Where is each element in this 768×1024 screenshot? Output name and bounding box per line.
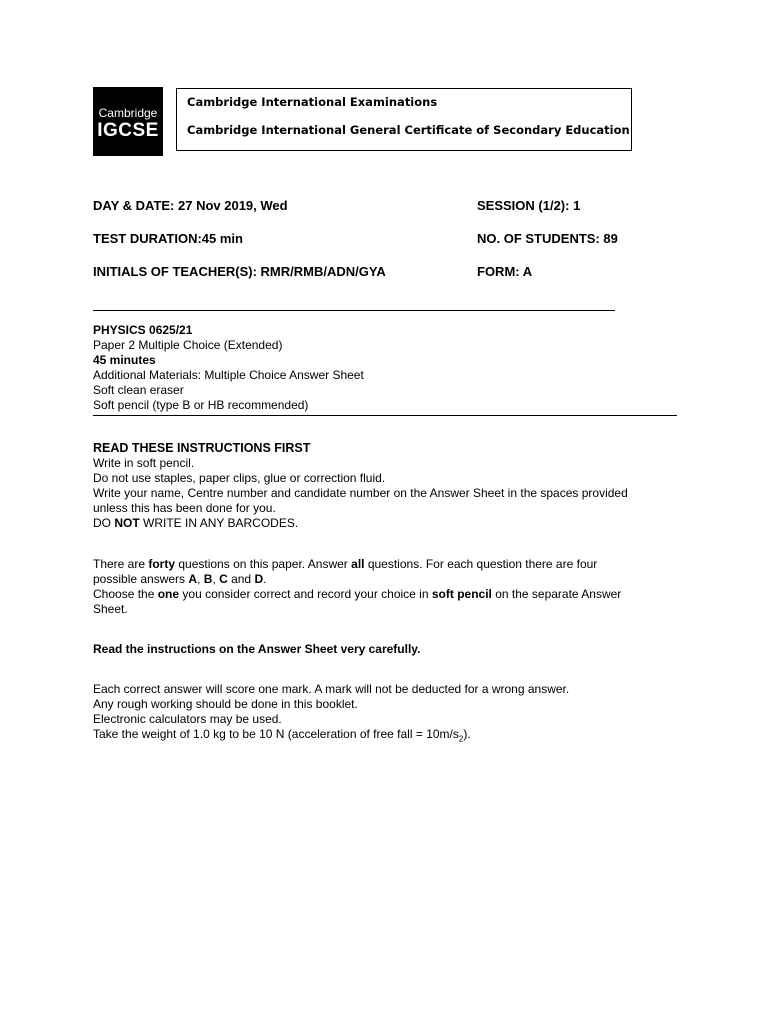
logo-line-igcse: IGCSE [97,119,159,141]
section-divider [93,415,677,416]
exam-board-header [176,88,632,151]
session: SESSION (1/2): 1 [477,198,581,213]
question-line: Sheet. [93,602,128,616]
paper-type: Paper 2 Multiple Choice (Extended) [93,338,283,352]
eraser-note: Soft clean eraser [93,383,184,397]
question-line: Choose the one you consider correct and record your choice in soft pencil on the separate Answer [93,587,622,601]
question-instructions [93,557,621,617]
exam-board-name: Cambridge International Examinations [187,95,438,109]
paper-code: PHYSICS 0625/21 [93,323,193,337]
divider-line [93,310,615,311]
day-date: DAY & DATE: 27 Nov 2019, Wed [93,198,288,213]
form: FORM: A [477,264,533,279]
paper-details [93,323,364,413]
instruction-line: Write in soft pencil. [93,456,195,470]
marking-line: Each correct answer will score one mark. A mark will not be deducted for a wrong answer. [93,682,570,696]
instructions [93,441,628,531]
question-line: There are forty questions on this paper. Answer all questions. For each question there are four [93,557,598,571]
marking-notes [93,682,569,746]
additional-materials: Additional Materials: Multiple Choice Answer Sheet [93,368,364,382]
instruction-line: unless this has been done for you. [93,501,276,515]
pencil-note: Soft pencil (type B or HB recommended) [93,398,309,412]
teacher-initials: INITIALS OF TEACHER(S): RMR/RMB/ADN/GYA [93,264,386,279]
number-of-students: NO. OF STUDENTS: 89 [477,231,618,246]
test-duration: TEST DURATION:45 min [93,231,243,246]
marking-line: Take the weight of 1.0 kg to be 10 N (acceleration of free fall = $10m/s_2$). [93,727,471,744]
instruction-line: DO NOT WRITE IN ANY BARCODES. [93,516,299,530]
paper-time: 45 minutes [93,353,156,367]
certificate-name: Cambridge International General Certificate of Secondary Education [187,123,630,137]
cambridge-igcse-logo [93,87,163,156]
answer-sheet-note: Read the instructions on the Answer Sheet very carefully. [93,642,421,656]
logo-line-cambridge: Cambridge [98,105,158,120]
instructions-heading: READ THESE INSTRUCTIONS FIRST [93,441,311,455]
instruction-line: Write your name, Centre number and candidate number on the Answer Sheet in the spaces provided [93,486,628,500]
marking-line: Electronic calculators may be used. [93,712,282,726]
marking-line: Any rough working should be done in this booklet. [93,697,358,711]
instruction-line: Do not use staples, paper clips, glue or correction fluid. [93,471,386,485]
question-line: possible answers A, B, C and D. [93,572,267,586]
